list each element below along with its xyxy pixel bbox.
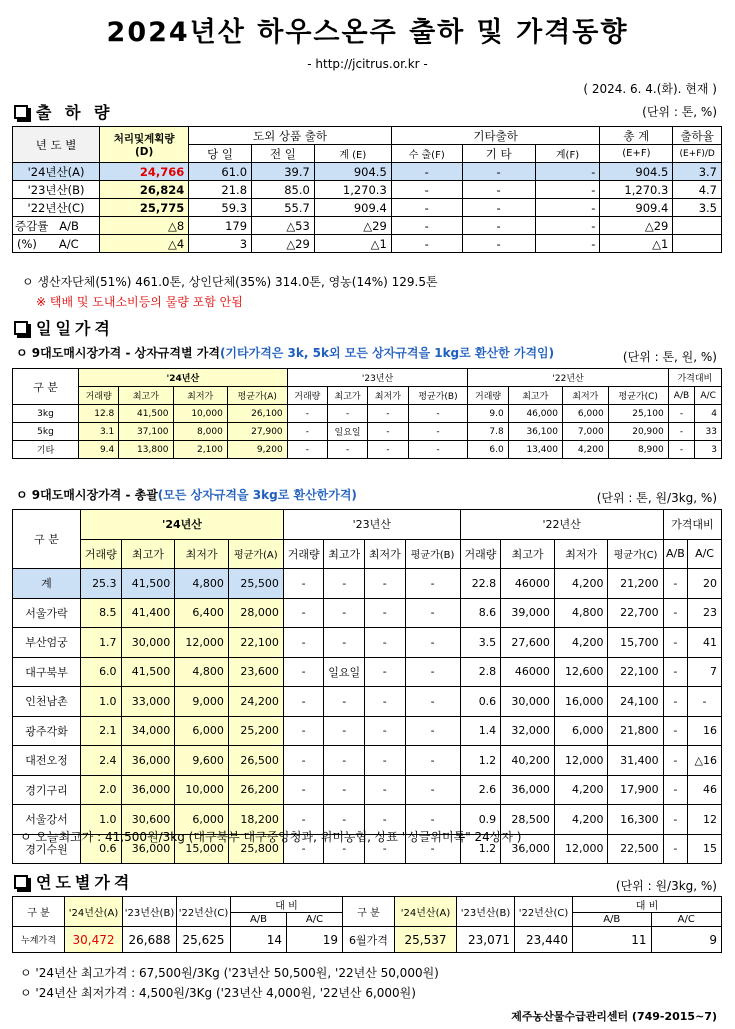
table-cell: - (324, 716, 365, 746)
daily-price-summary-table: 구 분 '24년산 '23년산 '22년산 가격대비 거래량 최고가 최저가 평균가(A) 거래량 최고가 최저가 평균가(B) 거래량 최고가 최저가 평균가(C) A/B A/C 계 25.3 41,500 4,800 25,500 - - - - 22.8 46000 4,200 21,200 - 20 서울가락 8.5 41,400 6,400 28,000 - - - - 8.6 39,000 4,800 22,700 - 23 부산엄궁 1.7 30,000 12,000 22,100 - - - - 3.5 27,600 4,200 15,700 - 41 대구북부 6.0 41,500 4,800 23,600 - 일요일 - - 2.8 46000 12,600 22,100 - 7 인천남촌 1.0 33,000 9,000 24,200 - - - - 0.6 30,000 16,000 24,100 - - 광주각화 2.1 34,000 6,000 25,200 - - - - 1.4 32,000 6,000 21,800 - 16 대전오정 2.4 36,000 9,600 26,500 - - - - 1.2 40,200 12,000 31,400 - △16 경기구리 2.0 36,000 10,000 26,200 - - - - 2.6 36,000 4,200 17,900 - 46 서울강서 1.0 30,600 6,000 18,200 - - - - 0.9 28,500 4,200 16,300 - 12 경기수원 0.6 36,000 15,000 25,800 - - - - 1.2 36,000 12,000 22,500 - 15 (12, 509, 722, 864)
table-row: 누계가격 30,472 26,688 25,625 14 19 6월가격 25,537 23,071 23,440 11 9 (13, 927, 722, 953)
table-cell: - (287, 405, 327, 423)
table-cell: - (663, 805, 687, 835)
table-cell: 28,500 (501, 805, 555, 835)
table-row (13, 687, 722, 717)
table-cell: 13,800 (119, 441, 173, 459)
table-cell: 41 (688, 628, 722, 658)
table-cell: - (324, 687, 365, 717)
table-cell: 1.0 (81, 687, 122, 717)
table-cell: 2.0 (81, 775, 122, 805)
table-cell: - (283, 598, 324, 628)
table-cell: 27,600 (501, 628, 555, 658)
table-cell: 36,000 (501, 834, 555, 864)
header-sumF: 계(F) (535, 145, 600, 163)
table-cell: 16,000 (554, 687, 608, 717)
table-cell: 27,900 (227, 423, 287, 441)
min-price-note: ㅇ '24년산 최저가격 : 4,500원/3Kg ('23년산 4,000원, '22년산 6,000원) (20, 986, 416, 1000)
table-row (13, 405, 722, 423)
table-cell: 9,000 (175, 687, 229, 717)
table-cell: - (324, 746, 365, 776)
table-cell: 36,000 (121, 746, 175, 776)
table-cell: 24,200 (228, 687, 283, 717)
table-cell: - (368, 405, 408, 423)
today-max-note: ㅇ 오늘최고가 : 41,500원/3kg (대구북부 대구중앙청과, 위미농협, 상표 "싱글위미톡" 24상자 ) (20, 830, 522, 844)
table-cell: - (368, 423, 408, 441)
table-cell: - (283, 805, 324, 835)
table-cell: - (405, 716, 460, 746)
table-cell: 15 (688, 834, 722, 864)
row-label: 경기수원 (13, 834, 81, 864)
header-prev: 전 일 (252, 145, 315, 163)
table-cell: 33 (695, 423, 722, 441)
table-cell: - (365, 716, 406, 746)
table-cell: - (365, 657, 406, 687)
table-cell: - (663, 775, 687, 805)
table-cell: 6,000 (175, 805, 229, 835)
table-row: '24년산(A) 24,766 61.0 39.7 904.5 - - - 904.5 3.7 (13, 163, 722, 181)
table-cell: 22,500 (608, 834, 663, 864)
table-cell: 16,300 (608, 805, 663, 835)
table-cell: 12,000 (554, 746, 608, 776)
table-cell: 37,100 (119, 423, 173, 441)
checkbox-icon (14, 105, 28, 119)
table-cell: - (668, 405, 695, 423)
header-gubun: 구 분 (13, 369, 79, 405)
unit-label: (단위 : 톤, 원/3kg, %) (596, 491, 717, 505)
diff-label: 증감률 A/B (13, 217, 100, 235)
table-cell: 30,000 (121, 628, 175, 658)
table-cell: 4,200 (554, 628, 608, 658)
table-cell: - (405, 687, 460, 717)
table-cell: 25.3 (81, 569, 122, 599)
row-label: 서울가락 (13, 598, 81, 628)
table-cell: 1.4 (460, 716, 501, 746)
table-cell: 41,500 (119, 405, 173, 423)
table-cell: 2.1 (81, 716, 122, 746)
table-cell: - (663, 628, 687, 658)
table-cell: 0.6 (81, 834, 122, 864)
table-cell: 4,800 (175, 657, 229, 687)
table-cell: 1.7 (81, 628, 122, 658)
table-cell: - (405, 834, 460, 864)
table-cell: 1.0 (81, 805, 122, 835)
table-cell: 4,200 (554, 805, 608, 835)
table-cell: - (324, 775, 365, 805)
header-y23: '23년산 (287, 369, 468, 387)
table-cell: 16 (688, 716, 722, 746)
table-cell: 17,900 (608, 775, 663, 805)
table-cell: - (405, 628, 460, 658)
table-cell: - (324, 569, 365, 599)
unit-label: (단위 : 톤, %) (642, 105, 717, 119)
checkbox-icon (14, 875, 28, 889)
section-shipment-title: 출 하 량 (14, 100, 114, 123)
header-y24: '24년산 (81, 510, 284, 540)
table-cell: 8.6 (460, 598, 501, 628)
table-cell: - (327, 405, 367, 423)
shipment-table (12, 126, 722, 253)
table-cell: 36,000 (121, 775, 175, 805)
table-cell: - (663, 834, 687, 864)
header-export: 수 출(F) (391, 145, 462, 163)
table-cell: 7,000 (562, 423, 608, 441)
table-cell: 20 (688, 569, 722, 599)
row-label: 대전오정 (13, 746, 81, 776)
footer-center: 제주농산물수급관리센터 (749-2015~7) (511, 1010, 717, 1023)
table-cell: - (405, 775, 460, 805)
table-row (13, 746, 722, 776)
table-cell: 8,900 (608, 441, 668, 459)
table-cell: 21,200 (608, 569, 663, 599)
table-cell: - (283, 628, 324, 658)
header-y24: '24년산 (79, 369, 288, 387)
row-label: 인천남촌 (13, 687, 81, 717)
table-cell: - (283, 775, 324, 805)
table-cell: - (668, 423, 695, 441)
delivery-note: ※ 택배 및 도내소비등의 물량 포함 안됨 (36, 295, 243, 309)
table-cell: - (663, 716, 687, 746)
table-cell: - (663, 687, 687, 717)
table-cell: 10,000 (175, 775, 229, 805)
table-cell: 6,000 (554, 716, 608, 746)
table-cell: 0.6 (460, 687, 501, 717)
table-cell: 12.8 (79, 405, 119, 423)
table-cell: 33,000 (121, 687, 175, 717)
table-cell: - (368, 441, 408, 459)
table-cell: - (324, 628, 365, 658)
table-cell: 46,000 (508, 405, 562, 423)
table-cell: 41,400 (121, 598, 175, 628)
table-row (13, 441, 722, 459)
table-cell: - (324, 805, 365, 835)
table-cell: 30,600 (121, 805, 175, 835)
table-cell: - (663, 657, 687, 687)
table-cell: 41,500 (121, 569, 175, 599)
table-cell: 24,100 (608, 687, 663, 717)
header-cmp: 가격대비 (663, 510, 721, 540)
table-cell: 18,200 (228, 805, 283, 835)
box-table-body (13, 405, 722, 459)
table-cell: - (283, 746, 324, 776)
header-gubun: 구 분 (13, 510, 81, 569)
site-url[interactable]: - http://jcitrus.or.kr - (307, 57, 428, 71)
table-cell: - (365, 775, 406, 805)
table-cell: 2,100 (173, 441, 227, 459)
table-cell: 4,800 (554, 598, 608, 628)
diff-label: (%) A/C (13, 235, 100, 253)
table-cell: 4,200 (554, 775, 608, 805)
header-ratio: 출하율 (673, 127, 722, 145)
table-row (13, 628, 722, 658)
table-cell: 1.2 (460, 834, 501, 864)
table-cell: - (405, 657, 460, 687)
table-cell: 25,800 (228, 834, 283, 864)
table-cell: 46000 (501, 657, 555, 687)
table-cell: 2.6 (460, 775, 501, 805)
table-cell: - (283, 834, 324, 864)
table-cell: △16 (688, 746, 722, 776)
table-cell: 46000 (501, 569, 555, 599)
header-y23: '23년산 (283, 510, 460, 540)
table-cell: 36,100 (508, 423, 562, 441)
table-cell: 23 (688, 598, 722, 628)
table-cell: 0.9 (460, 805, 501, 835)
table-cell: - (365, 805, 406, 835)
subsection-summary: ㅇ 9대도매시장가격 - 총괄(모든 상자규격을 3kg로 환산한가격) (16, 488, 357, 502)
header-other: 기타출하 (391, 127, 600, 145)
table-cell: 2.8 (460, 657, 501, 687)
table-row (13, 775, 722, 805)
table-cell: 39,000 (501, 598, 555, 628)
table-cell: 3.5 (460, 628, 501, 658)
table-cell: 6,400 (175, 598, 229, 628)
page-title: 2024년산 하우스온주 출하 및 가격동향 (106, 17, 629, 48)
header-total: 총 계 (600, 127, 673, 145)
table-cell: - (668, 441, 695, 459)
table-row: (%) A/C △4 3 △29 △1 - - - △1 (13, 235, 722, 253)
table-cell: 34,000 (121, 716, 175, 746)
table-cell: 6.0 (468, 441, 508, 459)
header-ratio2: (E+F)/D (673, 145, 722, 163)
table-cell: 12,000 (554, 834, 608, 864)
row-label: 3kg (13, 405, 79, 423)
table-cell: 12 (688, 805, 722, 835)
header-etc: 기 타 (462, 145, 535, 163)
table-cell: - (405, 598, 460, 628)
table-cell: 22,100 (228, 628, 283, 658)
table-cell: 일요일 (324, 657, 365, 687)
table-cell: - (663, 598, 687, 628)
table-cell: 9,200 (227, 441, 287, 459)
table-cell: 26,500 (228, 746, 283, 776)
table-row (13, 657, 722, 687)
header-cmp: 가격대비 (668, 369, 721, 387)
table-cell: 일요일 (327, 423, 367, 441)
table-cell: 9,600 (175, 746, 229, 776)
header-y22: '22년산 (468, 369, 668, 387)
table-cell: 15,000 (175, 834, 229, 864)
header-y22: '22년산 (460, 510, 663, 540)
table-cell: - (663, 569, 687, 599)
table-cell: 22,100 (608, 657, 663, 687)
row-label: 계 (13, 569, 81, 599)
production-note: ㅇ 생산자단체(51%) 461.0톤, 상인단체(35%) 314.0톤, 영농(14%) 129.5톤 (22, 275, 438, 289)
table-cell: 23,600 (228, 657, 283, 687)
row-label: 5kg (13, 423, 79, 441)
table-cell: 25,100 (608, 405, 668, 423)
table-cell: 6,000 (562, 405, 608, 423)
table-cell: - (405, 805, 460, 835)
table-cell: 7 (688, 657, 722, 687)
table-cell: - (365, 628, 406, 658)
table-cell: 22,700 (608, 598, 663, 628)
table-cell: - (405, 746, 460, 776)
table-cell: 15,700 (608, 628, 663, 658)
table-cell: 36,000 (501, 775, 555, 805)
table-cell: 9.4 (79, 441, 119, 459)
table-cell: 31,400 (608, 746, 663, 776)
table-cell: 6,000 (175, 716, 229, 746)
table-cell: 8.5 (81, 598, 122, 628)
table-cell: 46 (688, 775, 722, 805)
table-cell: 21,800 (608, 716, 663, 746)
summary-table-body (13, 569, 722, 864)
unit-label: (단위 : 톤, 원, %) (622, 350, 717, 364)
table-cell: 9.0 (468, 405, 508, 423)
table-cell: 40,200 (501, 746, 555, 776)
table-cell: - (324, 598, 365, 628)
header-sumE: 계 (E) (314, 145, 391, 163)
row-label: 부산엄궁 (13, 628, 81, 658)
table-cell: 3.1 (79, 423, 119, 441)
table-cell: - (405, 569, 460, 599)
unit-label: (단위 : 원/3kg, %) (615, 879, 717, 893)
row-label: 경기구리 (13, 775, 81, 805)
table-cell: 4,200 (562, 441, 608, 459)
table-cell: - (327, 441, 367, 459)
header-year: 년 도 별 (13, 127, 100, 163)
table-cell: 1.2 (460, 746, 501, 776)
table-cell: 22.8 (460, 569, 501, 599)
table-cell: 12,600 (554, 657, 608, 687)
table-cell: 41,500 (121, 657, 175, 687)
table-cell: - (408, 405, 468, 423)
table-row (13, 716, 722, 746)
table-cell: 32,000 (501, 716, 555, 746)
table-cell: - (365, 598, 406, 628)
table-cell: 4,200 (554, 569, 608, 599)
row-label: 기타 (13, 441, 79, 459)
report-date: ( 2024. 6. 4.(화). 현재 ) (583, 82, 717, 96)
header-plan: 처리및계획량 (D) (100, 127, 189, 163)
table-row (13, 423, 722, 441)
table-cell: - (408, 423, 468, 441)
table-cell: 36,000 (121, 834, 175, 864)
table-row (13, 598, 722, 628)
max-price-note: ㅇ '24년산 최고가격 : 67,500원/3Kg ('23년산 50,500원, '22년산 50,000원) (20, 966, 439, 980)
section-daily-title: 일일가격 (14, 316, 114, 339)
table-cell: 6.0 (81, 657, 122, 687)
table-cell: 10,000 (173, 405, 227, 423)
table-cell: 7.8 (468, 423, 508, 441)
table-cell: - (283, 569, 324, 599)
yearly-price-table: 구 분 '24년산(A) '23년산(B) '22년산(C) 대 비 구 분 '24년산(A) '23년산(B) '22년산(C) 대 비 A/B A/C A/B A/C 누계가격 30,472 26,688 25,625 14 19 6월가격 25,537 23,071 23,440 11 9 (12, 896, 722, 953)
table-cell: 8,000 (173, 423, 227, 441)
table-cell: - (365, 834, 406, 864)
table-cell: 13,400 (508, 441, 562, 459)
table-cell: - (287, 423, 327, 441)
header-total2: (E+F) (600, 145, 673, 163)
header-domestic: 도외 상품 출하 (189, 127, 392, 145)
table-row: '22년산(C) 25,775 59.3 55.7 909.4 - - - 909.4 3.5 (13, 199, 722, 217)
table-cell: - (324, 834, 365, 864)
daily-price-by-box-table: 구 분 '24년산 '23년산 '22년산 가격대비 거래량 최고가 최저가 평균가(A) 거래량 최고가 최저가 평균가(B) 거래량 최고가 최저가 평균가(C) A/B A/C 3kg 12.8 41,500 10,000 26,100 - - - - 9.0 46,000 6,000 25,100 - 4 5kg 3.1 37,100 8,000 27,900 - 일요일 - - 7.8 36,100 7,000 20,900 - 33 기타 9.4 13,800 2,100 9,200 - - - - 6.0 13,400 4,200 8,900 - 3 (12, 368, 722, 459)
table-cell: 30,000 (501, 687, 555, 717)
table-cell: 4,800 (175, 569, 229, 599)
header-today: 당 일 (189, 145, 252, 163)
table-cell: - (283, 687, 324, 717)
table-cell: - (287, 441, 327, 459)
table-row: '23년산(B) 26,824 21.8 85.0 1,270.3 - - - 1,270.3 4.7 (13, 181, 722, 199)
table-cell: - (365, 687, 406, 717)
table-cell: 4 (695, 405, 722, 423)
row-label: 대구북부 (13, 657, 81, 687)
row-label: 광주각화 (13, 716, 81, 746)
subsection-by-box: ㅇ 9대도매시장가격 - 상자규격별 가격(기타가격은 3k, 5k외 모든 상자규격을 1kg로 환산한 가격임) (16, 346, 555, 360)
table-cell: 3 (695, 441, 722, 459)
table-cell: 20,900 (608, 423, 668, 441)
table-cell: 25,200 (228, 716, 283, 746)
table-cell: - (688, 687, 722, 717)
table-cell: - (408, 441, 468, 459)
table-cell: 26,200 (228, 775, 283, 805)
table-cell: 25,500 (228, 569, 283, 599)
table-cell: - (365, 569, 406, 599)
checkbox-icon (14, 321, 28, 335)
table-cell: - (663, 746, 687, 776)
section-yearly-title: 연도별가격 (14, 870, 133, 893)
row-label: 서울강서 (13, 805, 81, 835)
table-cell: 12,000 (175, 628, 229, 658)
table-cell: 2.4 (81, 746, 122, 776)
table-cell: - (365, 746, 406, 776)
table-cell: - (283, 716, 324, 746)
table-row: 증감률 A/B △8 179 △53 △29 - - - △29 (13, 217, 722, 235)
table-row (13, 569, 722, 599)
table-cell: - (283, 657, 324, 687)
table-cell: 26,100 (227, 405, 287, 423)
table-cell: 28,000 (228, 598, 283, 628)
